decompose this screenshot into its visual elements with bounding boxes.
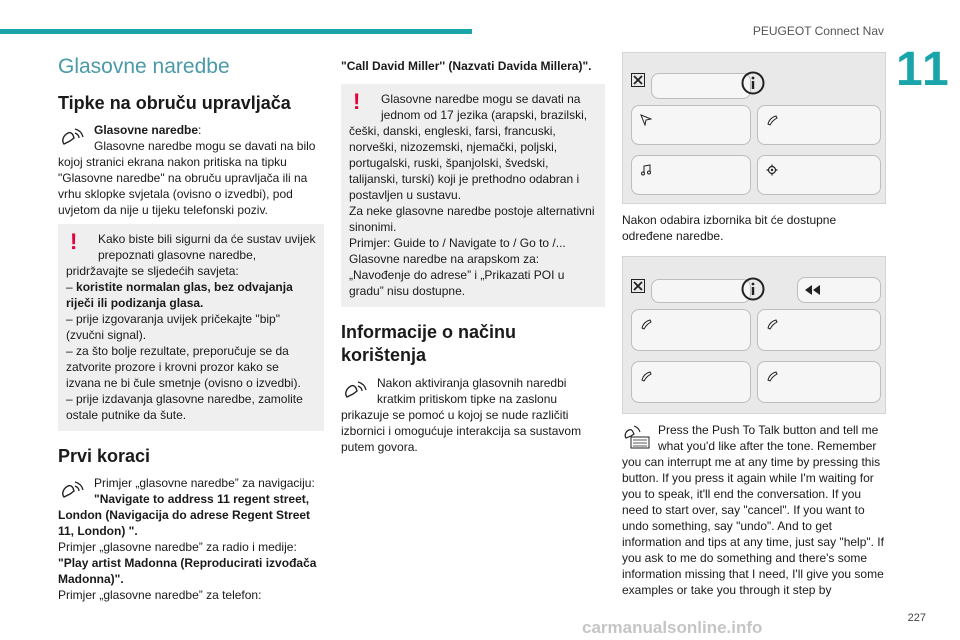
warning-intro: Kako biste bili sigurni da će sustav uvijek prepoznati glasovne naredbe, pridržavajte se sljedećih savjeta: (66, 232, 316, 278)
first-steps-title: Prvi koraci (58, 446, 151, 466)
example-radio-command: "Play artist Madonna (Reproducirati izvođača Madonna)". (58, 556, 317, 586)
example-phone-command: "Call David Miller'' (Nazvati Davida Millera)". (341, 59, 592, 73)
column-middle (341, 58, 605, 461)
music-icon (640, 164, 652, 176)
top-accent-bar (0, 29, 472, 34)
warning-box-languages (341, 84, 605, 307)
voice-commands-screen (622, 256, 886, 414)
voice-menu-settings[interactable] (757, 155, 881, 195)
voice-command-icon (58, 477, 88, 503)
section-title: Glasovne naredbe (58, 55, 230, 78)
watermark: carmanualsonline.info (582, 618, 763, 637)
page-number: 227 (907, 612, 926, 624)
navigation-icon (640, 114, 652, 126)
phone-icon (766, 114, 778, 126)
close-icon[interactable] (631, 279, 645, 297)
synonyms-text: Za neke glasovne naredbe postoje alternativni sinonimi. (349, 204, 595, 234)
examples-paragraph (58, 475, 324, 603)
voice-menu-tile-empty[interactable] (651, 73, 751, 99)
usage-info-title: Informacije o načinu korištenja (341, 322, 517, 365)
voice-menu-screen (622, 52, 886, 204)
warning-bullet-2: – prije izgovaranja uvijek pričekajte "bip" (zvučni signal). (66, 312, 280, 342)
synonyms-example: Primjer: Guide to / Navigate to / Go to /... (349, 236, 566, 250)
warning-bullet-1 (66, 279, 316, 311)
voice-command-text: Glasovne naredbe mogu se davati na bilo kojoj stranici ekrana nakon pritiska na tipku "Glasovne naredbe" na obruču upravljača ili na vrhu sklopke svjetala (ovisno o izvedbi), pod uvjetom da nije u tijeku telefonski poziv. (58, 139, 316, 217)
voice-command-label: Glasovne naredbe (94, 123, 199, 137)
info-icon[interactable] (741, 277, 765, 305)
voice-menu-navigation[interactable] (631, 105, 751, 145)
voice-command-icon (58, 124, 88, 150)
warning-bullet-1-text: koristite normalan glas, bez odvajanja riječi ili podizanja glasa. (66, 280, 293, 310)
voice-command-paragraph (58, 122, 324, 218)
voice-menu-phone[interactable] (757, 105, 881, 145)
push-to-talk-text: Press the Push To Talk button and tell me what you'd like after the tone. Remember you can interrupt me at any time by pressing this button. If you press it again while I'm waiting for you to speak, it'll end the conversation. If you need to start over, say "cancel". If you want to undo something, say "undo". And to get information and tips at any time, just say "help". If you ask to me do something and there's some information missing that I need, I'll give you some examples or take you through it step by (622, 423, 884, 597)
after-menu-text: Nakon odabira izbornika bit će dostupne određene naredbe. (622, 213, 837, 243)
dash: – (66, 280, 77, 294)
arabic-note: Glasovne naredbe na arapskom za: „Navođenje do adrese” i „Prikazati POI u gradu” nisu dostupne. (349, 252, 565, 298)
push-to-talk-paragraph (622, 422, 888, 598)
voice-command-icon (341, 377, 371, 403)
close-icon[interactable] (631, 73, 645, 91)
command-tile-4[interactable] (757, 361, 881, 403)
command-tile-empty[interactable] (651, 279, 751, 303)
command-tile-2[interactable] (757, 309, 881, 351)
command-tile-1[interactable] (631, 309, 751, 351)
steering-wheel-title: Tipke na obruču upravljača (58, 93, 291, 113)
example-navigation-command: "Navigate to address 11 regent street, London (Navigacija do adrese Regent Street 11, London) ". (58, 492, 311, 538)
example-navigation-intro: Primjer „glasovne naredbe” za navigaciju: (94, 476, 315, 490)
command-tile-3[interactable] (631, 361, 751, 403)
page-header: PEUGEOT Connect Nav (752, 24, 884, 38)
warning-icon: ! (353, 89, 361, 114)
column-right (622, 52, 888, 604)
warning-box-tips (58, 224, 324, 431)
chapter-number: 11 (896, 43, 951, 96)
example-radio-intro: Primjer „glasovne naredbe” za radio i medije: (58, 540, 297, 554)
usage-info-paragraph (341, 375, 605, 455)
settings-icon (766, 164, 778, 176)
example-phone-intro: Primjer „glasovne naredbe” za telefon: (58, 588, 262, 602)
usage-info-text: Nakon aktiviranja glasovnih naredbi kratkim pritiskom tipke na zaslonu prikazuje se pomoć u kojoj se nude različiti izbornici i omogućuje interakcija sa sustavom putem govora. (341, 376, 582, 454)
colon: : (198, 123, 202, 137)
keyboard-icon (622, 424, 652, 450)
info-icon[interactable] (741, 71, 765, 99)
warning-bullet-3: – za što bolje rezultate, preporučuje se da zatvorite prozore i krovni prozor kako se izvana ne bi čule smetnje (ovisno o izvedbi). (66, 344, 301, 390)
phone-icon (640, 318, 652, 330)
back-icon (802, 284, 822, 296)
column-left (58, 52, 324, 609)
phone-icon (640, 370, 652, 382)
languages-text: Glasovne naredbe mogu se davati na jednom od 17 jezika (arapski, brazilski, češki, danski, engleski, farsi, francuski, norveški, nizozemski, njemački, poljski, portugalski, ruski, španjolski, švedski, talijanski, turski) koji je prethodno odabran i postavljen u sustavu. (349, 92, 588, 202)
back-button[interactable] (797, 277, 881, 303)
warning-bullet-4: – prije izdavanja glasovne naredbe, zamolite ostale putnike da šute. (66, 392, 303, 422)
phone-icon (766, 318, 778, 330)
warning-icon: ! (70, 229, 78, 254)
voice-menu-media[interactable] (631, 155, 751, 195)
phone-icon (766, 370, 778, 382)
